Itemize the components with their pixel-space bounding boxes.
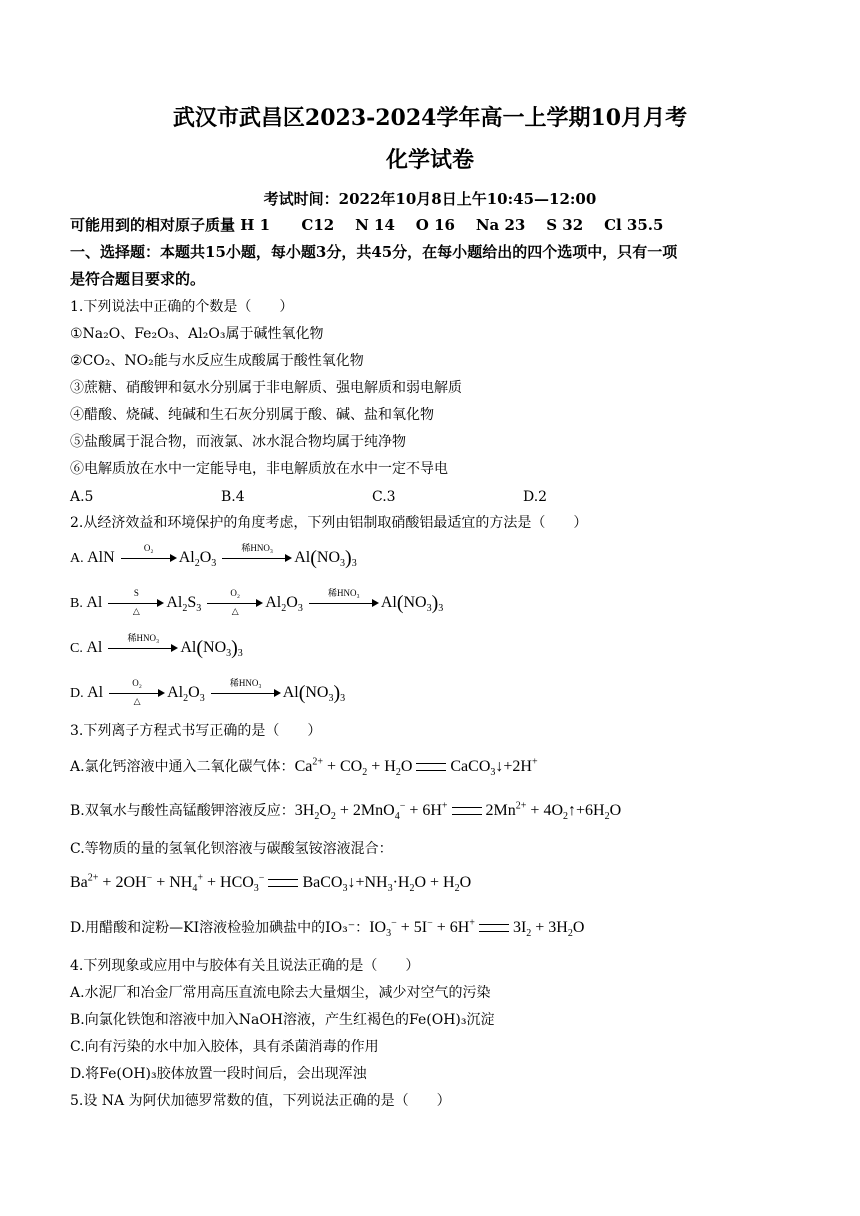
q3-option-b-text: B.双氧水与酸性高锰酸钾溶液反应： bbox=[70, 803, 295, 819]
q3-stem: 3.下列离子方程式书写正确的是（ ） bbox=[70, 723, 322, 739]
q3-option-a-text: A.氯化钙溶液中通入二氧化碳气体： bbox=[70, 759, 295, 775]
atomic-masses: 可能用到的相对原子质量 H 1 C12 N 14 O 16 Na 23 S 32 Cl 35.5 bbox=[70, 216, 664, 234]
q3-option-d-equation: $IO_3^- + 5I^- + 6H^+$ $3I_2 + 3H_2O$ bbox=[369, 917, 585, 940]
arrow-label-s: S bbox=[133, 588, 139, 599]
q1-statement-2: ②CO₂、NO₂能与水反应生成酸属于酸性氧化物 bbox=[70, 353, 364, 369]
q3-option-c: C.等物质的量的氢氧化钡溶液与碳酸氢铵溶液混合： bbox=[70, 841, 393, 857]
q4-stem: 4.下列现象或应用中与胶体有关且说法正确的是（ ） bbox=[70, 958, 420, 974]
q1-stem: 1.下列说法中正确的个数是（ ） bbox=[70, 299, 294, 315]
arrow-label-heat: △ bbox=[231, 606, 239, 617]
reaction-arrow bbox=[211, 678, 281, 702]
q1-statement-6: ⑥电解质放在水中一定能导电，非电解质放在水中一定不导电 bbox=[70, 461, 448, 477]
q4-option-d: D.将Fe(OH)₃胶体放置一段时间后，会出现浑浊 bbox=[70, 1066, 367, 1082]
q1-option-b: B.4 bbox=[221, 489, 245, 505]
q3-option-b-equation: $3H_2O_2 + 2MnO_4^- + 6H^+$ $2Mn^{2+}$ + $4O_2↑+6H_2O$ bbox=[294, 800, 622, 823]
arrow-label-hno3: 稀HNO₃ bbox=[127, 633, 160, 644]
arrow-label-hno3: 稀HNO₃ bbox=[229, 678, 262, 689]
reaction-arrow bbox=[108, 633, 178, 657]
q4-option-c: C.向有污染的水中加入胶体，具有杀菌消毒的作用 bbox=[70, 1039, 379, 1055]
arrow-label-o2: O₂ bbox=[132, 678, 142, 689]
reaction-arrow bbox=[121, 543, 177, 567]
reaction-arrow bbox=[109, 678, 165, 707]
arrow-label-o2: O₂ bbox=[230, 588, 241, 599]
q2-option-a: A. AlN O₂ $Al_2O_3$ 稀HNO₃ $Al(NO_3)_3$ bbox=[70, 543, 357, 570]
q4-option-a: A.水泥厂和冶金厂常用高压直流电除去大量烟尘，减少对空气的污染 bbox=[70, 985, 491, 1001]
q1-statement-3: ③蔗糖、硝酸钾和氨水分别属于非电解质、强电解质和弱电解质 bbox=[70, 380, 462, 396]
arrow-label-o2: O₂ bbox=[143, 543, 154, 554]
reaction-arrow bbox=[222, 543, 292, 567]
q3-option-c-equation: $Ba^{2+} + 2OH^- + NH_4^+ + HCO_3^-$ $BaCO_3↓+NH_3\cdot H_2O + H_2O$ bbox=[70, 872, 472, 895]
q2-option-d: D. Al O₂ △ $Al_2O_3$ 稀HNO₃ $Al(NO_3)_3$ bbox=[70, 678, 346, 707]
q2-stem: 2.从经济效益和环境保护的角度考虑，下列由铝制取硝酸铝最适宜的方法是（ ） bbox=[70, 515, 588, 531]
exam-subject: 化学试卷 bbox=[385, 147, 474, 173]
q3-option-d bbox=[70, 917, 585, 940]
section-heading-line2: 是符合题目要求的。 bbox=[70, 270, 206, 288]
exam-title: 武汉市武昌区2023-2024学年高一上学期10月月考 bbox=[172, 105, 688, 131]
q1-option-d: D.2 bbox=[523, 489, 548, 505]
q4-option-b: B.向氯化铁饱和溶液中加入NaOH溶液，产生红褐色的Fe(OH)₃沉淀 bbox=[70, 1012, 495, 1028]
q1-statement-5: ⑤盐酸属于混合物，而液氯、冰水混合物均属于纯净物 bbox=[70, 434, 406, 450]
q1-statement-4: ④醋酸、烧碱、纯碱和生石灰分别属于酸、碱、盐和氧化物 bbox=[70, 407, 434, 423]
q3-option-a-equation: $Ca^{2+} + CO_2 + H_2O$ CaCO$_3$↓+2H+ bbox=[294, 756, 538, 779]
q1-statement-1: ①Na₂O、Fe₂O₃、Al₂O₃属于碱性氧化物 bbox=[70, 326, 324, 342]
exam-time: 考试时间：2022年10月8日上午10:45—12:00 bbox=[263, 190, 597, 208]
arrow-label-hno3: 稀HNO₃ bbox=[241, 543, 274, 554]
reaction-arrow bbox=[309, 588, 379, 612]
q1-option-a: A.5 bbox=[70, 489, 94, 505]
arrow-label-hno3: 稀HNO₃ bbox=[327, 588, 360, 599]
q2-option-c: C. Al 稀HNO₃ $Al(NO_3)_3$ bbox=[70, 633, 243, 660]
reaction-arrow bbox=[207, 588, 263, 617]
arrow-label-heat: △ bbox=[132, 606, 140, 617]
q3-option-b bbox=[70, 800, 622, 823]
q2-option-b: B. Al S △ $Al_2S_3$ O₂ △ $Al_2O_3$ 稀HNO₃ $Al(NO_3)_3$ bbox=[70, 588, 444, 617]
arrow-label-heat: △ bbox=[133, 696, 141, 707]
q3-option-d-text: D.用醋酸和淀粉—KI溶液检验加碘盐中的IO₃⁻： bbox=[70, 920, 370, 936]
q1-option-c: C.3 bbox=[372, 489, 396, 505]
section-heading-line1: 一、选择题：本题共15小题，每小题3分，共45分，在每小题给出的四个选项中，只有一项 bbox=[70, 243, 678, 261]
q5-stem: 5.设 NA 为阿伏加德罗常数的值，下列说法正确的是（ ） bbox=[70, 1093, 451, 1109]
q3-option-a bbox=[70, 756, 538, 779]
reaction-arrow bbox=[108, 588, 164, 617]
